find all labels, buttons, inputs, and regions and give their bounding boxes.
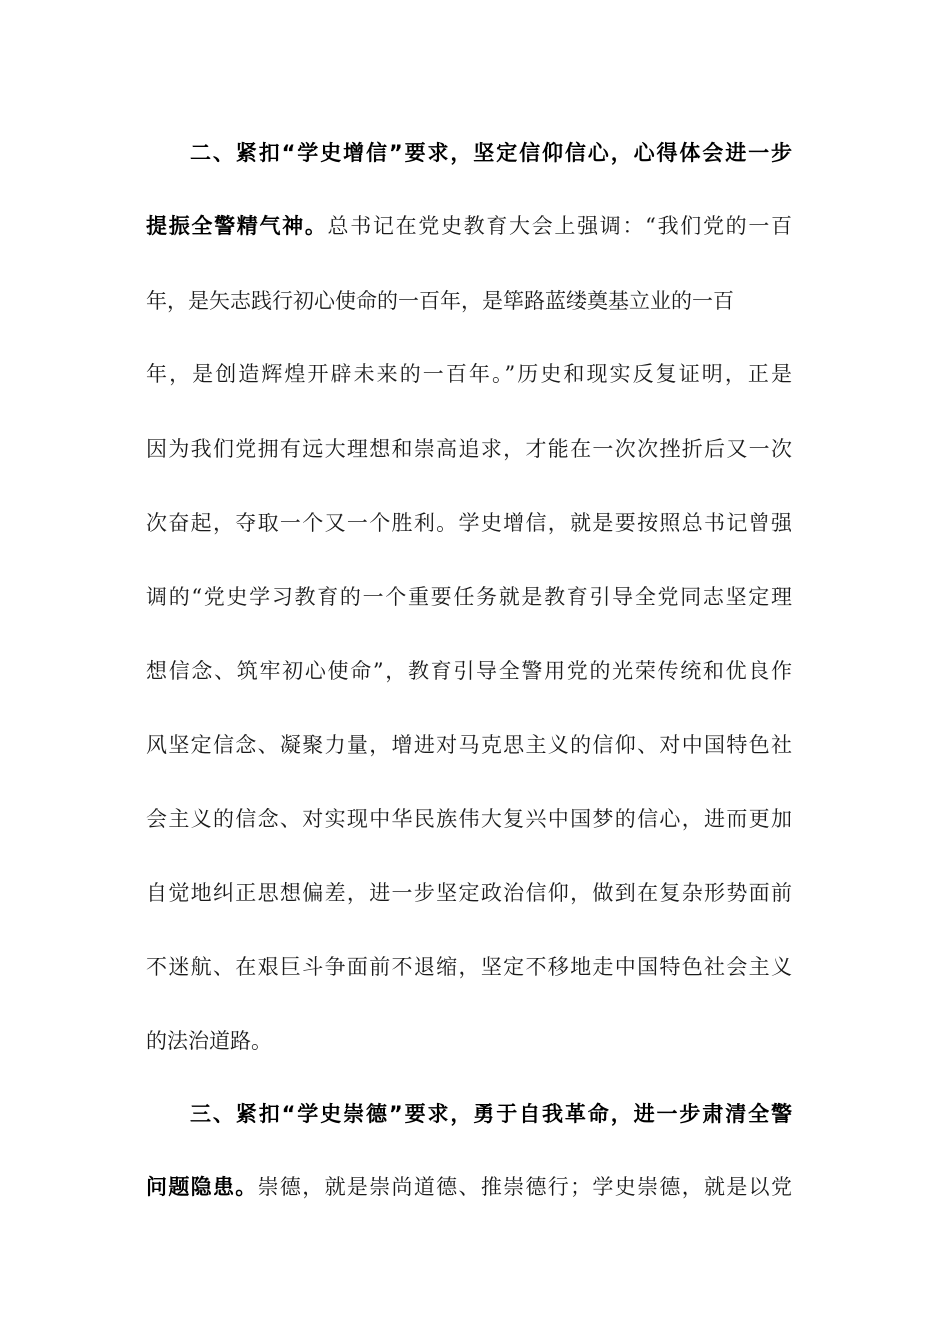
- section2-paragraph-line8: 想信念、筑牢初心使命”，教育引导全警用党的光荣传统和优良作: [146, 659, 792, 683]
- section2-paragraph-line12: 不迷航、在艰巨斗争面前不退缩，坚定不移地走中国特色社会主义: [146, 955, 792, 979]
- section2-paragraph-line7: 调的“党史学习教育的一个重要任务就是教育引导全党同志坚定理: [146, 585, 792, 609]
- section3-heading-line2: 问题隐患。: [146, 1175, 258, 1199]
- section2-paragraph-line10: 会主义的信念、对实现中华民族伟大复兴中国梦的信心，进而更加: [146, 807, 792, 831]
- section2-paragraph-line13: 的法治道路。: [146, 1029, 272, 1053]
- section2-paragraph-line3: 年，是矢志践行初心使命的一百年，是筚路蓝缕奠基立业的一百: [146, 289, 734, 313]
- section2-paragraph-line2: [146, 209, 792, 243]
- section3-text-line2: 崇德，就是崇尚道德、推崇德行；学史崇德，就是以党: [257, 1175, 792, 1199]
- section2-paragraph-line6: 次奋起，夺取一个又一个胜利。学史增信，就是要按照总书记曾强: [146, 511, 792, 535]
- section2-heading-line2: 提振全警精气神。: [146, 214, 328, 238]
- section3-paragraph-line2: [146, 1170, 792, 1204]
- section2-heading-line1: 二、紧扣“学史增信”要求，坚定信仰信心，心得体会进一步: [190, 141, 792, 165]
- section2-paragraph-line4: 年，是创造辉煌开辟未来的一百年。”历史和现实反复证明，正是: [146, 362, 792, 386]
- section2-text-line2: 总书记在党史教育大会上强调：“我们党的一百: [327, 214, 792, 238]
- section2-paragraph-line9: 风坚定信念、凝聚力量，增进对马克思主义的信仰、对中国特色社: [146, 733, 792, 757]
- section3-heading-line1: 三、紧扣“学史崇德”要求，勇于自我革命，进一步肃清全警: [190, 1102, 792, 1126]
- section2-paragraph-line11: 自觉地纠正思想偏差，进一步坚定政治信仰，做到在复杂形势面前: [146, 881, 792, 905]
- section2-paragraph-line5: 因为我们党拥有远大理想和崇高追求，才能在一次次挫折后又一次: [146, 437, 792, 461]
